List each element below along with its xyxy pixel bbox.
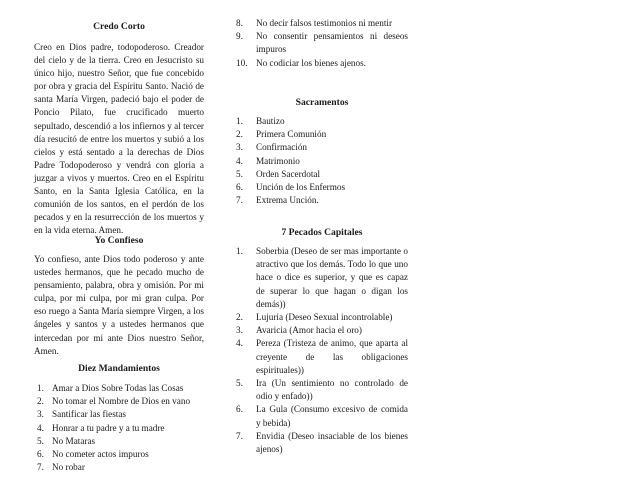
list-item: 4. Matrimonio bbox=[236, 155, 300, 166]
mandamientos-list bbox=[37, 382, 204, 474]
list-item: 7. Envidia (Deseo insaciable de los bienes ajenos) bbox=[236, 430, 408, 455]
list-item: 7. No robar bbox=[37, 462, 85, 473]
sacramentos-title: Sacramentos bbox=[295, 97, 349, 108]
credo-title: Credo Corto bbox=[93, 21, 145, 32]
list-item: 10. No codiciar los bienes ajenos. bbox=[236, 57, 366, 68]
list-item: 3. Santificar las fiestas bbox=[37, 409, 126, 420]
list-item: 4. Pereza (Tristeza de animo, que aparta al creyente de las obligaciones espirituales)) bbox=[236, 338, 408, 375]
mandamientos-title: Diez Mandamientos bbox=[78, 363, 160, 374]
list-item: 2. No tomar el Nombre de Dios en vano bbox=[37, 396, 191, 407]
mandamientos-list-continued bbox=[236, 17, 408, 70]
list-item: 2. Primera Comunión bbox=[236, 129, 327, 140]
pecados-list bbox=[236, 245, 408, 456]
credo-text: Creo en Dios padre, todopoderoso. Creador del cielo y de la tierra. Creo en Jesucristo su único hijo, nuestro Señor, que fue concebido por obra y gracia del Espíritu Santo. Nació de santa María Virgen, padeció bajo el poder de Poncio Pilato, fue crucificado muerto sepultado, descendió a los infiernos y al tercer día resucitó de entre los muertos y subió a los cielos y está sentado a la derechas de Dios Padre Todopoderoso y vendrá con gloria a juzgar a vivos y muertos. Creo en el Espíritu Santo, en la Santa Iglesia Católica, en la comunión de los santos, en el perdón de los pecados y en la resurrección de los muertos y en la vida eterna. Amen. bbox=[34, 42, 204, 236]
sacramentos-list bbox=[236, 115, 408, 207]
confieso-text: Yo confieso, ante Dios todo poderoso y ante ustedes hermanos, que he pecado mucho de pensamiento, palabra, obra y omisión. Por mi culpa, por mi culpa, por mi gran culpa. Por eso ruego a Santa María siempre Virgen, a los ángeles y santos y a ustedes hermanos que intercedan por mi ante Dios nuestro Señor, Amen. bbox=[34, 254, 204, 356]
list-item: 1. Soberbia (Deseo de ser mas importante o atractivo que los demás. Todo lo que uno hace o dice es superior, y que es capaz de superar lo que hagan o digan los demás)) bbox=[236, 246, 408, 309]
list-item: 5. Orden Sacerdotal bbox=[236, 168, 321, 179]
list-item: 3. Confirmación bbox=[236, 142, 308, 153]
list-item: 8. No decir falsos testimonios ni mentir bbox=[236, 18, 393, 28]
list-item: 2. Lujuria (Deseo Sexual incontrolable) bbox=[236, 312, 393, 323]
list-item: 6. Unción de los Enfermos bbox=[236, 182, 346, 193]
list-item: 3. Avaricia (Amor hacia el oro) bbox=[236, 325, 362, 336]
list-item: 9. No consentir pensamientos ni deseos impuros bbox=[236, 31, 408, 55]
list-item: 1. Bautizo bbox=[236, 116, 285, 126]
list-item: 7. Extrema Unción. bbox=[236, 195, 319, 206]
list-item: 5. No Mataras bbox=[37, 435, 96, 446]
confieso-title: Yo Confieso bbox=[94, 235, 144, 246]
list-item: 5. Ira (Un sentimiento no controlado de odio y enfado)) bbox=[236, 378, 408, 402]
list-item: 4. Honrar a tu padre y a tu madre bbox=[37, 422, 165, 433]
list-item: 1. Amar a Dios Sobre Todas las Cosas bbox=[37, 383, 184, 393]
pecados-title: 7 Pecados Capitales bbox=[281, 227, 363, 238]
list-item: 6. No cometer actos impuros bbox=[37, 449, 149, 460]
list-item: 6. La Gula (Consumo excesivo de comida y bebida) bbox=[236, 404, 408, 428]
